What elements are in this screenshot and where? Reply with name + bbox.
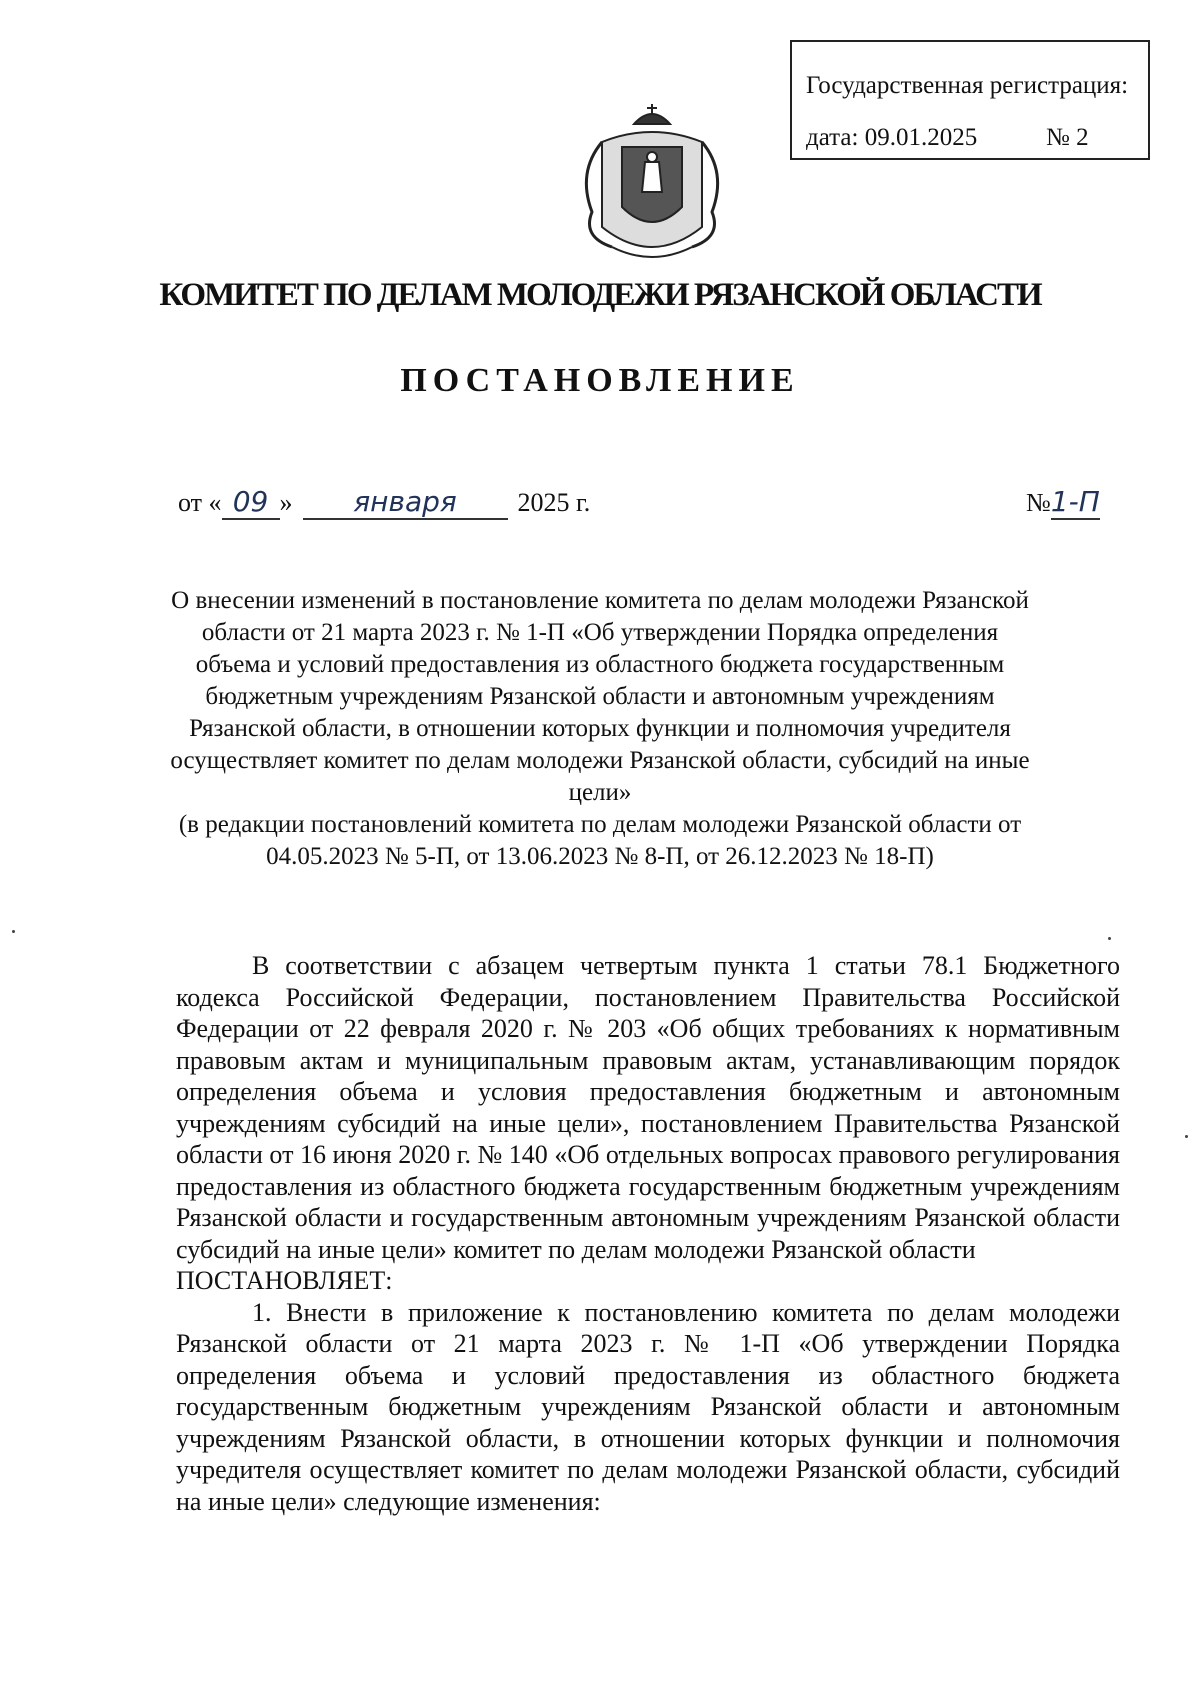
date-prefix: от « (178, 488, 222, 517)
registration-label: Государственная регистрация: (806, 72, 1129, 99)
registration-date: дата: 09.01.2025 (806, 124, 978, 151)
subject-text: О внесении изменений в постановление комитета по делам молодежи Рязанской области от 21 марта 2023 г. № 1-П «Об утверждении Порядка определения объема и условий предоставления из областного бюджета государственным бюджетным учреждениям Рязанской области и автономным учреждениям Рязанской области, в отношении которых функции и полномочия учредителя осуществляет комитет по делам молодежи Рязанской области, субсидий на иные цели» (170, 587, 1030, 806)
document-type: ПОСТАНОВЛЕНИЕ (400, 362, 800, 399)
preamble-paragraph: В соответствии с абзацем четвертым пункта 1 статьи 78.1 Бюджетного кодекса Российской Федерации, постановлением Правительства Российской Федерации от 22 февраля 2020 г. № 203 «Об общих требованиях к нормативным правовым актам и муниципальным правовым актам, устанавливающим порядок определения объема и условия предоставления бюджетным и автономным учреждениям субсидий на иные цели», постановлением Правительства Рязанской области от 16 июня 2020 г. № 140 «Об отдельных вопросах правового регулирования предоставления из областного бюджета государственным бюджетным учреждениям Рязанской области и государственным автономным учреждениям Рязанской области субсидий на иные цели» комитет по делам молодежи Рязанской области (176, 951, 1120, 1264)
document-body (176, 950, 1120, 1517)
scan-speck (1185, 1135, 1188, 1138)
coat-of-arms-emblem (572, 102, 732, 267)
date-month: января (303, 485, 508, 520)
item-1-paragraph: 1. Внести в приложение к постановлению комитета по делам молодежи Рязанской области от 21 марта 2023 г. № 1-П «Об утверждении Порядка определения объема и условий предоставления из областного бюджета государственным бюджетным учреждениям Рязанской области и автономным учреждениям Рязанской области, в отношении которых функции и полномочия учредителя осуществляет комитет по делам молодежи Рязанской области, субсидий на иные цели» следующие изменения: (176, 1297, 1120, 1516)
scan-speck (1108, 937, 1111, 940)
document-subject (170, 585, 1030, 873)
number-prefix: № (1026, 488, 1051, 517)
registration-stamp (790, 40, 1150, 160)
document-number (1026, 485, 1100, 518)
date-day: 09 (222, 485, 280, 520)
number-value: 1-П (1050, 485, 1100, 518)
date-year: 2025 г. (517, 488, 591, 517)
scan-speck (12, 930, 15, 933)
document-date-line (178, 485, 590, 520)
decree-word: ПОСТАНОВЛЯЕТ: (176, 1266, 393, 1295)
registration-number: № 2 (1046, 124, 1089, 151)
organization-title: КОМИТЕТ ПО ДЕЛАМ МОЛОДЕЖИ РЯЗАНСКОЙ ОБЛАСТИ (159, 277, 1041, 313)
subject-note: (в редакции постановлений комитета по делам молодежи Рязанской области от 04.05.2023 № 5-П, от 13.06.2023 № 8-П, от 26.12.2023 № 18-П) (178, 811, 1022, 870)
date-mid: » (279, 488, 293, 517)
